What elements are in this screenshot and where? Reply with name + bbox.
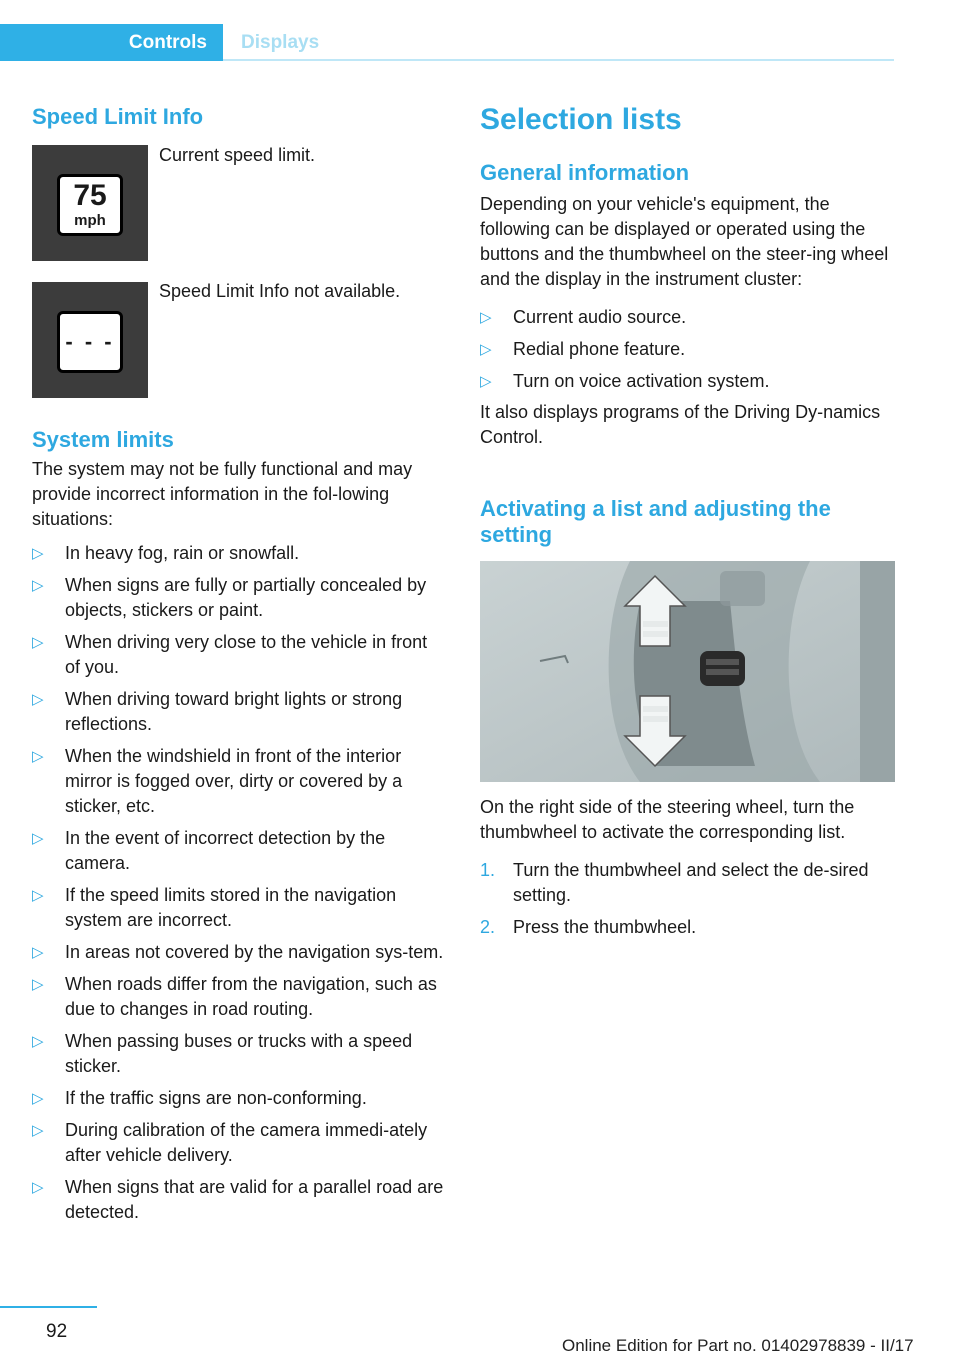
triangle-bullet-icon: ▷ <box>32 1090 44 1107</box>
triangle-bullet-icon: ▷ <box>480 373 492 390</box>
header-rule <box>223 59 894 61</box>
activating-heading: Activating a list and adjusting the setting <box>480 496 831 547</box>
page-number: 92 <box>46 1321 68 1342</box>
triangle-bullet-icon: ▷ <box>32 976 44 993</box>
list-item: ▷ Current audio source. <box>480 305 892 330</box>
triangle-bullet-icon: ▷ <box>480 341 492 358</box>
list-item: ▷ If the speed limits stored in the navigation system are incorrect. <box>32 885 397 930</box>
general-info-outro: It also displays programs of the Driving Dy‐namics Control. <box>480 402 881 447</box>
list-item: ▷ In areas not covered by the navigation sys‐tem. <box>32 940 444 965</box>
sign-number: 75 <box>73 179 107 212</box>
list-item: 2. Press the thumbwheel. <box>480 917 697 937</box>
speed-limit-heading: Speed Limit Info <box>32 104 204 129</box>
activating-section <box>480 795 892 940</box>
page-title: Selection lists <box>480 103 682 136</box>
sign-unit: mph <box>74 212 106 229</box>
activating-steps <box>480 858 892 940</box>
system-limits-intro: The system may not be fully functional and may provide incorrect information in the fol‐lowing situations: <box>32 459 413 529</box>
general-info-heading: General information <box>480 160 690 185</box>
system-limits-section <box>32 427 444 1225</box>
footer-rule <box>0 1306 97 1308</box>
general-info-list <box>480 305 892 394</box>
list-item: ▷ If the traffic signs are non-conforming. <box>32 1086 444 1111</box>
general-info-intro: Depending on your vehicle's equipment, the following can be displayed or operated using the buttons and the thumbwheel on the steer‐ing wheel and the display in the instrument cluster: <box>480 194 889 289</box>
triangle-bullet-icon: ▷ <box>32 691 44 708</box>
sign-dashes: - - - <box>65 329 115 354</box>
activating-caption: On the right side of the steering wheel, turn the thumbwheel to activate the corresponding list. <box>480 797 855 842</box>
edition-note: Online Edition for Part no. 01402978839 - II/17 <box>562 1336 914 1355</box>
list-item: ▷ When passing buses or trucks with a speed sticker. <box>32 1031 413 1076</box>
triangle-bullet-icon: ▷ <box>32 1122 44 1139</box>
triangle-bullet-icon: ▷ <box>32 577 44 594</box>
list-item: ▷ In heavy fog, rain or snowfall. <box>32 541 444 566</box>
triangle-bullet-icon: ▷ <box>32 944 44 961</box>
triangle-bullet-icon: ▷ <box>32 748 44 765</box>
triangle-bullet-icon: ▷ <box>32 830 44 847</box>
steering-wheel-thumbwheel-icon <box>480 561 895 782</box>
list-item: ▷ When roads differ from the navigation, such as due to changes in road routing. <box>32 974 437 1019</box>
tab-displays[interactable]: Displays <box>241 32 320 53</box>
list-item: ▷ During calibration of the camera immedi‐ately after vehicle delivery. <box>32 1120 428 1165</box>
list-item: ▷ When driving toward bright lights or strong reflections. <box>32 689 403 734</box>
system-limits-heading: System limits <box>32 427 174 452</box>
list-item: ▷ When signs are fully or partially concealed by objects, stickers or paint. <box>32 575 427 620</box>
system-limits-list <box>32 541 444 1225</box>
list-item: ▷ When the windshield in front of the interior mirror is fogged over, dirty or covered by a sticker, etc. <box>32 746 403 816</box>
list-item: ▷ When signs that are valid for a parallel road are detected. <box>32 1177 444 1222</box>
list-item: ▷ When driving very close to the vehicle in front of you. <box>32 632 428 677</box>
list-item: ▷ In the event of incorrect detection by the camera. <box>32 828 386 873</box>
list-item: ▷ Turn on voice activation system. <box>480 369 892 394</box>
triangle-bullet-icon: ▷ <box>32 634 44 651</box>
sign1-caption: Current speed limit. <box>159 145 316 165</box>
speed-limit-75-sign-icon <box>32 145 148 261</box>
triangle-bullet-icon: ▷ <box>32 545 44 562</box>
list-item: 1. Turn the thumbwheel and select the de‐sired setting. <box>480 860 869 905</box>
header-tabbar <box>0 24 894 61</box>
speed-limit-unavailable-sign-icon <box>32 282 148 398</box>
tab-controls[interactable]: Controls <box>0 24 223 61</box>
triangle-bullet-icon: ▷ <box>32 887 44 904</box>
triangle-bullet-icon: ▷ <box>480 309 492 326</box>
general-info-section <box>480 160 892 450</box>
list-item: ▷ Redial phone feature. <box>480 337 892 362</box>
triangle-bullet-icon: ▷ <box>32 1033 44 1050</box>
sign2-caption: Speed Limit Info not available. <box>159 281 401 301</box>
triangle-bullet-icon: ▷ <box>32 1179 44 1196</box>
